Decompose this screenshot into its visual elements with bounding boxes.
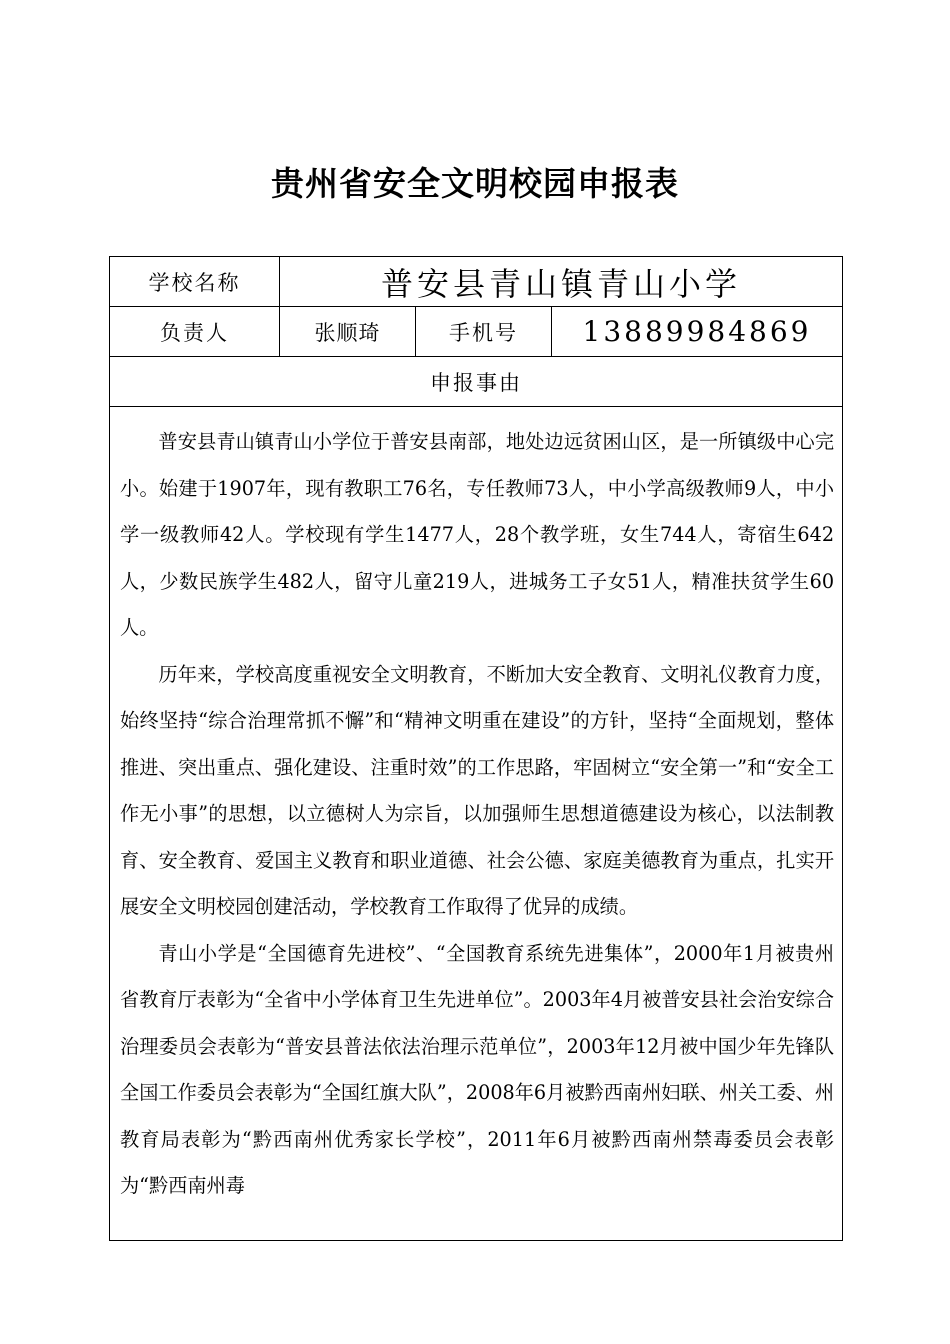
reason-content [110, 407, 843, 1241]
responsible-person-label: 负责人 [110, 307, 280, 357]
phone-label: 手机号 [416, 307, 552, 357]
school-name-value: 普安县青山镇青山小学 [280, 257, 843, 307]
responsible-person-row [110, 307, 843, 357]
reason-label: 申报事由 [110, 357, 843, 407]
document-title: 贵州省安全文明校园申报表 [271, 164, 679, 203]
responsible-person-value: 张顺琦 [280, 307, 416, 357]
school-name-row [110, 257, 843, 307]
phone-value: 13889984869 [552, 307, 843, 357]
reason-header-row [110, 357, 843, 407]
school-name-label: 学校名称 [110, 257, 280, 307]
paragraph-school-overview: 普安县青山镇青山小学位于普安县南部，地处边远贫困山区，是一所镇级中心完小。始建于1907年，现有教职工76名，专任教师73人，中小学高级教师9人，中小学一级教师42人。学校现有学生1477人，28个教学班，女生744人，寄宿生642人，少数民族学生482人，留守儿童219人，进城务工子女51人，精准扶贫学生60人。 [120, 430, 835, 639]
paragraph-safety-education: 历年来，学校高度重视安全文明教育，不断加大安全教育、文明礼仪教育力度，始终坚持“综合治理常抓不懈”和“精神文明重在建设”的方针，坚持“全面规划，整体推进、突出重点、强化建设、注重时效”的工作思路，牢固树立“安全第一”和“安全工作无小事”的思想，以立德树人为宗旨，以加强师生思想道德建设为核心，以法制教育、安全教育、爱国主义教育和职业道德、社会公德、家庭美德教育为重点，扎实开展安全文明校园创建活动，学校教育工作取得了优异的成绩。 [120, 662, 835, 918]
reason-content-row [110, 407, 843, 1241]
application-form-table [109, 256, 843, 1241]
paragraph-honors: 青山小学是“全国德育先进校”、“全国教育系统先进集体”，2000年1月被贵州省教育厅表彰为“全省中小学体育卫生先进单位”。2003年4月被普安县社会治安综合治理委员会表彰为“普安县普法依法治理示范单位”，2003年12月被中国少年先锋队全国工作委员会表彰为“全国红旗大队”，2008年6月被黔西南州妇联、州关工委、州教育局表彰为“黔西南州优秀家长学校”，2011年6月被黔西南州禁毒委员会表彰为“黔西南州毒 [120, 941, 835, 1197]
